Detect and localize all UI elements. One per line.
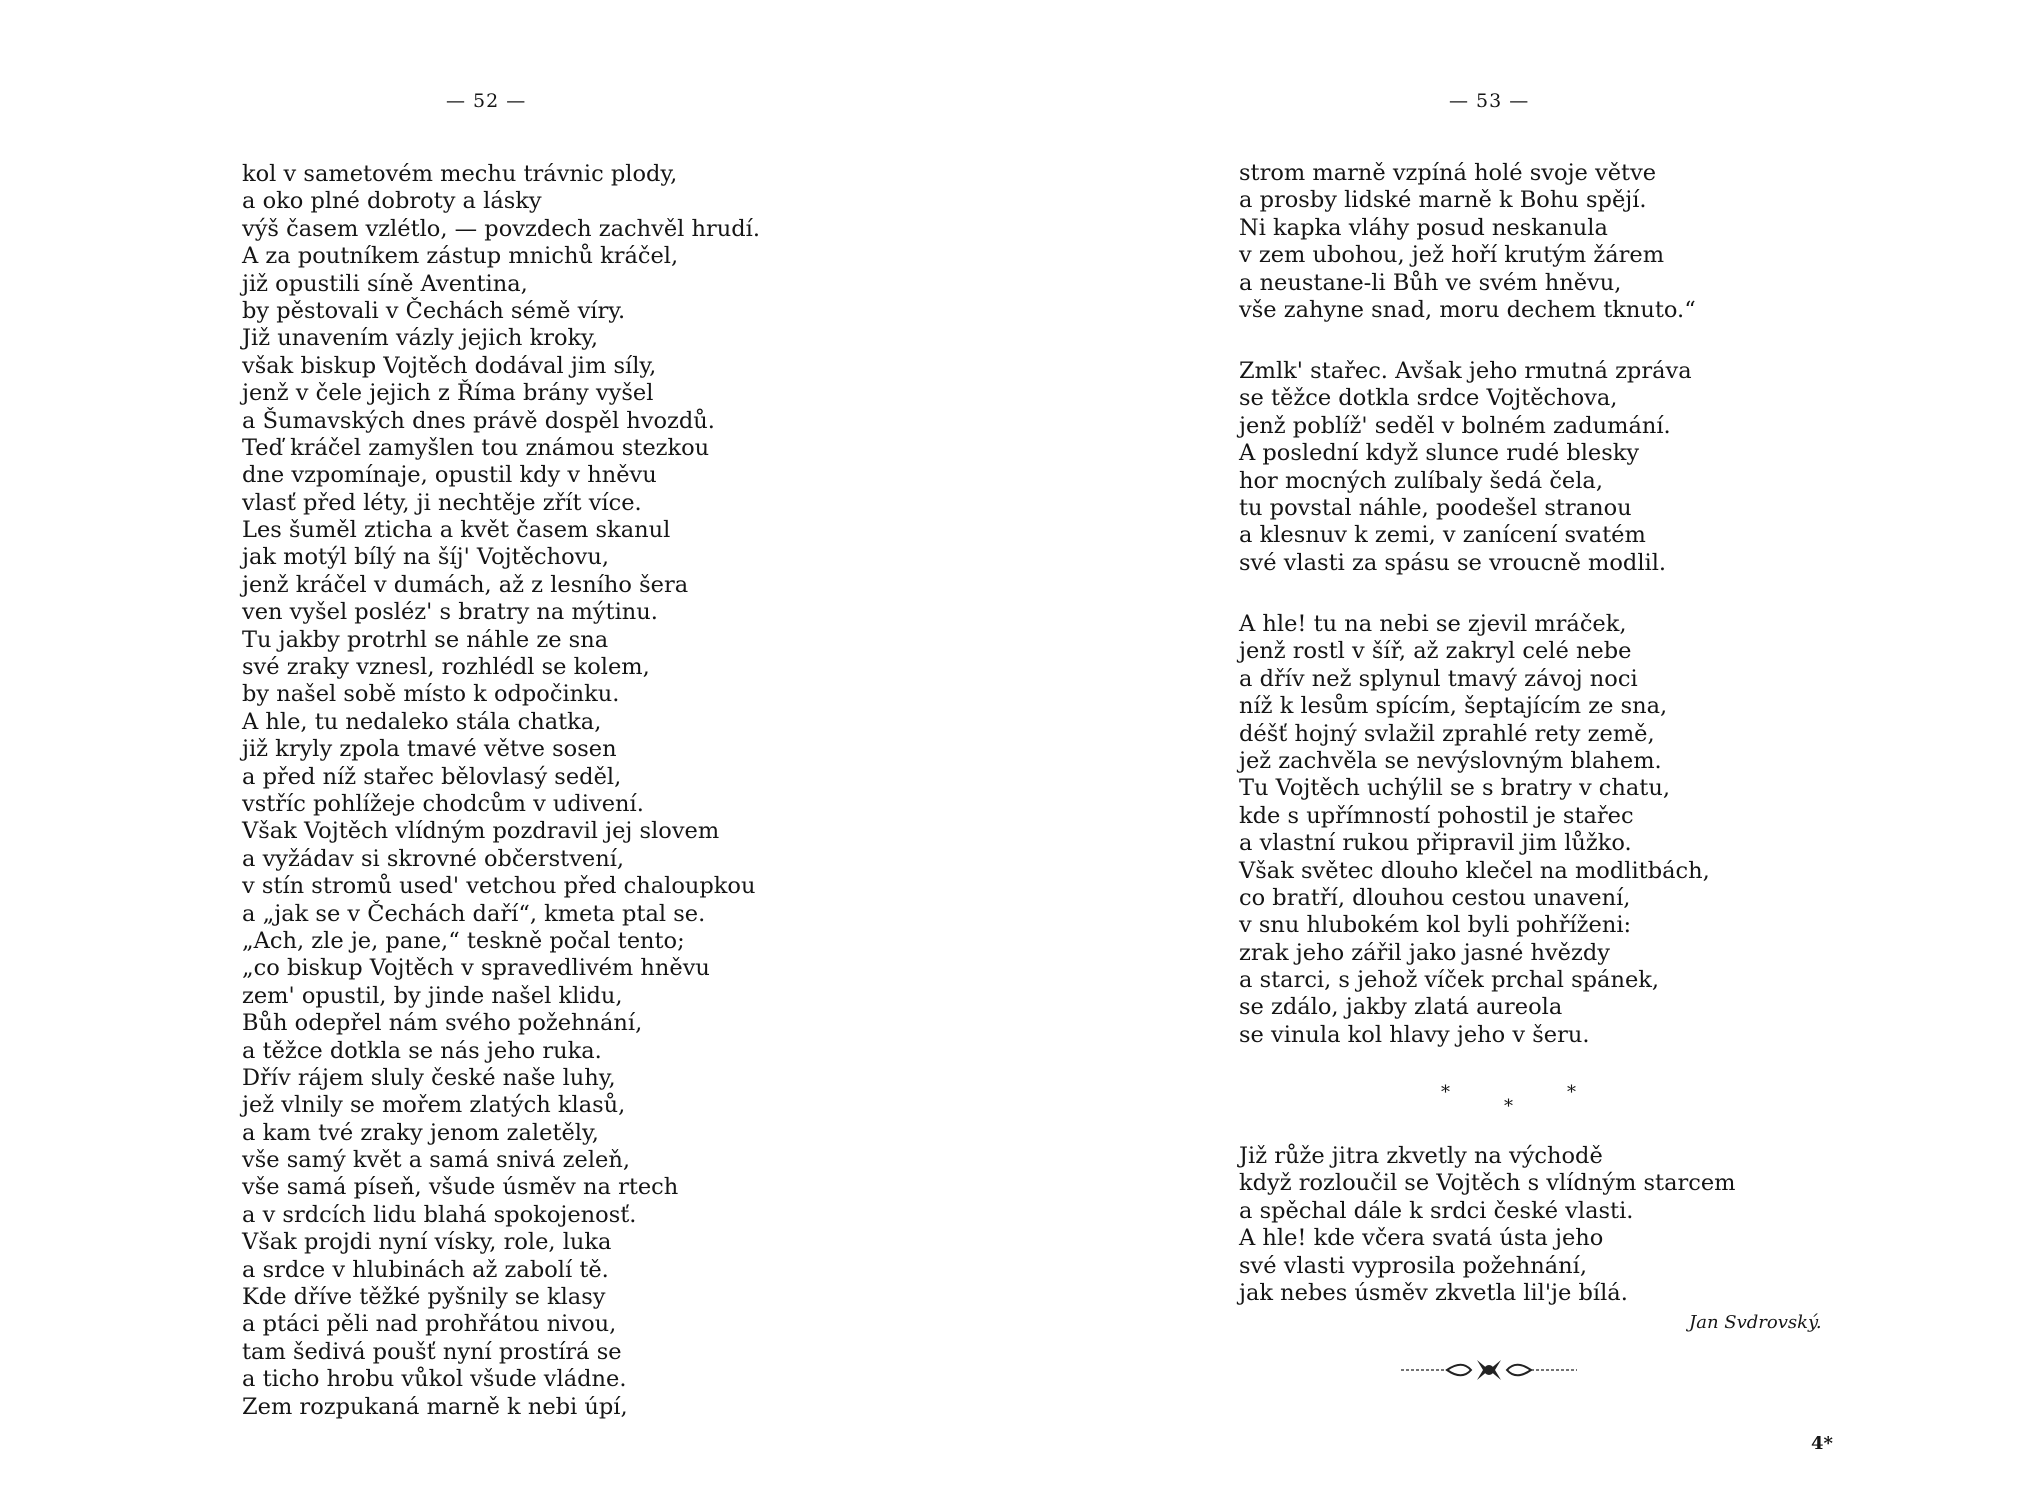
verse-line: jenž kráčel v dumách, až z lesního šera <box>242 571 689 598</box>
verse-line: však biskup Vojtěch dodával jim síly, <box>242 352 657 379</box>
verse-line: v stín stromů used' vetchou před chaloupkou <box>242 873 756 900</box>
verse-line: a klesnuv k zemi, v zanícení svatém <box>1239 522 1646 549</box>
verse-line: své vlasti vyprosila požehnání, <box>1239 1252 1587 1279</box>
verse-line: dne vzpomínaje, opustil kdy v hněvu <box>242 462 657 489</box>
verse-line: A za poutníkem zástup mnichů kráčel, <box>242 243 679 270</box>
verse-line: A hle! kde včera svatá ústa jeho <box>1239 1225 1604 1252</box>
verse-line: jak nebes úsměv zkvetla lil'je bílá. <box>1239 1279 1628 1306</box>
verse-line: a v srdcích lidu blahá spokojenosť. <box>242 1201 637 1228</box>
verse-line: níž k lesům spícím, šeptajícím ze sna, <box>1239 693 1668 720</box>
verse-line: a před níž stařec bělovlasý seděl, <box>242 763 622 790</box>
verse-line: se vinula kol hlavy jeho v šeru. <box>1239 1021 1590 1048</box>
printer-signature-mark: 4* <box>1811 1433 1833 1454</box>
verse-line: Tu jakby protrhl se náhle ze sna <box>242 626 609 653</box>
right-page <box>1009 0 2018 1501</box>
verse-line: když rozloučil se Vojtěch s vlídným starcem <box>1239 1170 1736 1197</box>
verse-line: jež vlnily se mořem zlatých klasů, <box>242 1092 626 1119</box>
poem-stanza-1 <box>1239 160 1696 324</box>
verse-line: již kryly zpola tmavé větve sosen <box>242 736 617 763</box>
verse-line: A hle, tu nedaleko stála chatka, <box>242 708 602 735</box>
verse-line: Bůh odepřel nám svého požehnání, <box>242 1010 643 1037</box>
verse-line: by našel sobě místo k odpočinku. <box>242 681 620 708</box>
verse-line: a spěchal dále k srdci české vlasti. <box>1239 1197 1634 1224</box>
asterism-star: * <box>1441 1082 1450 1103</box>
verse-line: v snu hlubokém kol byli pohříženi: <box>1239 912 1632 939</box>
verse-line: výš časem vzlétlo, — povzdech zachvěl hrudí. <box>242 215 761 242</box>
page-number-left: — 52 — <box>446 90 527 112</box>
poem-text-left <box>242 161 760 1421</box>
verse-line: a dřív než splynul tmavý závoj noci <box>1239 665 1638 692</box>
verse-line: Kde dříve těžké pyšnily se klasy <box>242 1284 606 1311</box>
verse-line: vstříc pohlížeje chodcům v udivení. <box>242 790 644 817</box>
verse-line: vše zahyne snad, moru dechem tknuto.“ <box>1239 296 1696 323</box>
verse-line: v zem ubohou, jež hoří krutým žárem <box>1239 242 1665 269</box>
verse-line: strom marně vzpíná holé svoje větve <box>1239 160 1657 186</box>
asterism-star: * <box>1567 1082 1576 1103</box>
verse-line: vše samá píseň, všude úsměv na rtech <box>242 1174 679 1201</box>
verse-line: a oko plné dobroty a lásky <box>242 188 542 215</box>
verse-line: tu povstal náhle, poodešel stranou <box>1239 494 1632 521</box>
verse-line: se zdálo, jakby zlatá aureola <box>1239 994 1563 1021</box>
verse-line: zem' opustil, by jinde našel klidu, <box>242 982 623 1009</box>
verse-line: A poslední když slunce rudé blesky <box>1239 440 1640 467</box>
verse-line: Teď kráčel zamyšlen tou známou stezkou <box>242 434 710 461</box>
verse-line: Však Vojtěch vlídným pozdravil jej slovem <box>242 818 720 845</box>
verse-line: své zraky vznesl, rozhlédl se kolem, <box>242 654 650 681</box>
verse-line: Však projdi nyní vísky, role, luka <box>242 1229 612 1256</box>
fleuron-ornament-icon <box>1399 1355 1579 1385</box>
verse-line: A hle! tu na nebi se zjevil mráček, <box>1239 611 1627 637</box>
verse-line: déšť hojný svlažil zprahlé rety země, <box>1239 720 1655 747</box>
asterism-star: * <box>1504 1096 1513 1117</box>
verse-line: vlasť před léty, ji nechtěje zřít více. <box>242 489 642 516</box>
verse-line: „co biskup Vojtěch v spravedlivém hněvu <box>242 955 710 982</box>
verse-line: a těžce dotkla se nás jeho ruka. <box>242 1037 602 1064</box>
verse-line: zrak jeho zářil jako jasné hvězdy <box>1239 939 1610 966</box>
verse-line: a vlastní rukou připravil jim lůžko. <box>1239 830 1632 857</box>
verse-line: Dřív rájem sluly české naše luhy, <box>242 1064 616 1091</box>
verse-line: a „jak se v Čechách daří“, kmeta ptal se. <box>242 900 706 927</box>
verse-line: a prosby lidské marně k Bohu spějí. <box>1239 187 1647 214</box>
page-number-right: — 53 — <box>1449 90 1530 112</box>
verse-line: Již růže jitra zkvetly na východě <box>1239 1143 1603 1169</box>
verse-line: a ticho hrobu vůkol všude vládne. <box>242 1366 627 1393</box>
verse-line: hor mocných zulíbaly šedá čela, <box>1239 467 1603 494</box>
verse-line: Však světec dlouho klečel na modlitbách, <box>1239 857 1710 884</box>
verse-line: své vlasti za spásu se vroucně modlil. <box>1239 549 1667 576</box>
poem-stanza-2 <box>1239 358 1692 577</box>
verse-line: co bratří, dlouhou cestou unavení, <box>1239 884 1631 911</box>
verse-line: „Ach, zle je, pane,“ teskně počal tento; <box>242 927 685 954</box>
verse-line: a Šumavských dnes právě dospěl hvozdů. <box>242 407 715 434</box>
verse-line: Zem rozpukaná marně k nebi úpí, <box>242 1393 628 1420</box>
verse-line: a ptáci pěli nad prohřátou nivou, <box>242 1311 617 1338</box>
verse-line: Tu Vojtěch uchýlil se s bratry v chatu, <box>1239 775 1670 802</box>
verse-line: a srdce v hlubinách až zabolí tě. <box>242 1256 609 1283</box>
verse-line: Les šuměl zticha a květ časem skanul <box>242 517 671 544</box>
verse-line: a vyžádav si skrovné občerstvení, <box>242 845 625 872</box>
verse-line: tam šedivá poušť nyní prostírá se <box>242 1338 622 1365</box>
asterism-divider <box>1429 1082 1579 1122</box>
verse-line: a kam tvé zraky jenom zaletěly, <box>242 1119 599 1146</box>
author-signature: Jan Svdrovský. <box>1689 1312 1822 1333</box>
verse-line: Již unavením vázly jejich kroky, <box>242 325 599 352</box>
verse-line: a starci, s jehož víček prchal spánek, <box>1239 967 1660 994</box>
verse-line: se těžce dotkla srdce Vojtěchova, <box>1239 385 1618 412</box>
poem-stanza-4 <box>1239 1143 1736 1307</box>
verse-line: vše samý květ a samá snivá zeleň, <box>242 1147 631 1174</box>
verse-line: jenž rostl v šíř, až zakryl celé nebe <box>1239 638 1632 665</box>
verse-line: jenž poblíž' seděl v bolném zadumání. <box>1239 412 1671 439</box>
verse-line: jenž v čele jejich z Říma brány vyšel <box>242 380 654 407</box>
verse-line: jak motýl bílý na šíj' Vojtěchovu, <box>242 544 609 571</box>
verse-line: ven vyšel posléz' s bratry na mýtinu. <box>242 599 658 626</box>
verse-line: a neustane-li Bůh ve svém hněvu, <box>1239 269 1622 296</box>
verse-line: kde s upřímností pohostil je stařec <box>1239 802 1634 829</box>
verse-line: jež zachvěla se nevýslovným blahem. <box>1239 747 1662 774</box>
verse-line: již opustili síně Aventina, <box>242 270 528 297</box>
poem-stanza-3 <box>1239 611 1710 1049</box>
verse-line: by pěstovali v Čechách sémě víry. <box>242 297 626 324</box>
verse-line: kol v sametovém mechu trávnic plody, <box>242 161 678 187</box>
verse-line: Zmlk' stařec. Avšak jeho rmutná zpráva <box>1239 358 1692 384</box>
verse-line: Ni kapka vláhy posud neskanula <box>1239 214 1608 241</box>
